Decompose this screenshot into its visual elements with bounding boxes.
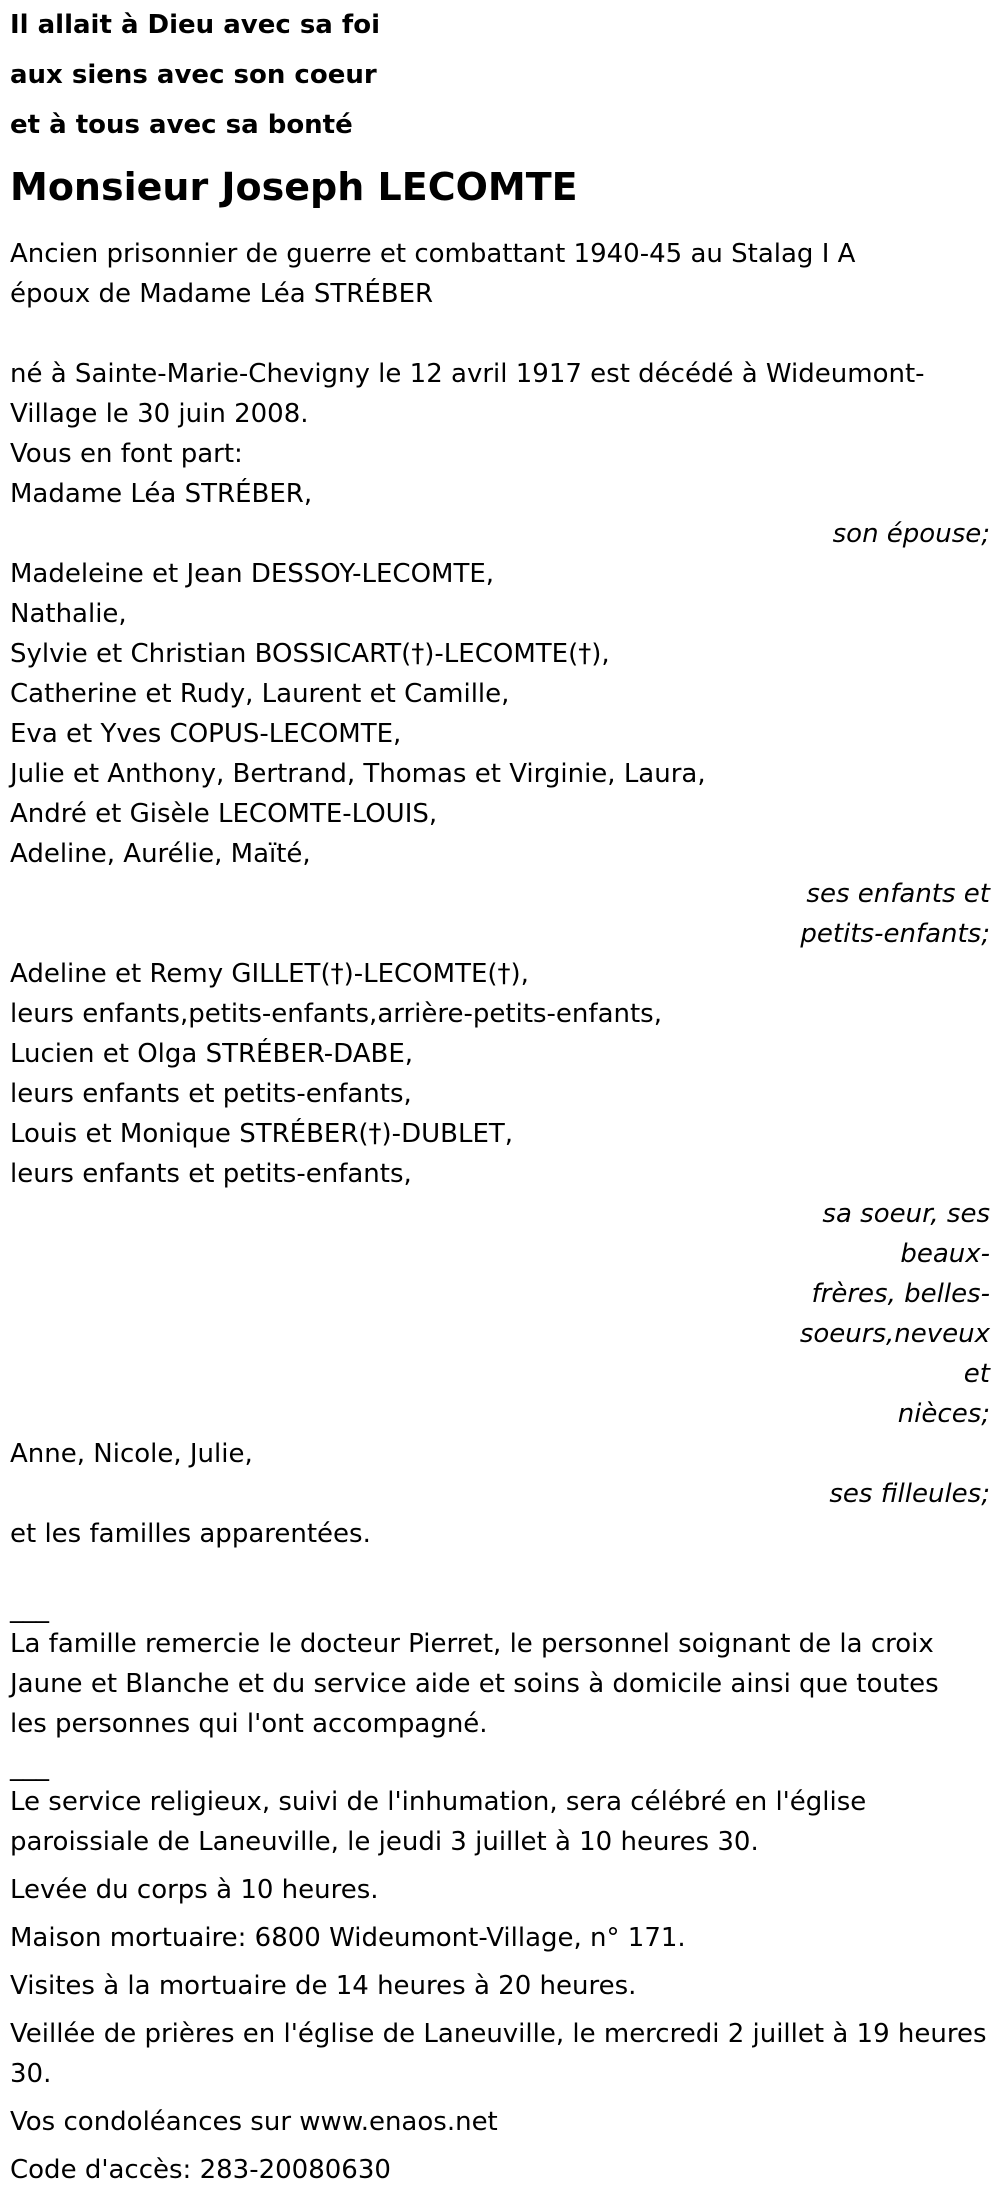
- siblings-block: [10, 954, 990, 1434]
- spouse-name: Madame Léa STRÉBER,: [10, 479, 313, 509]
- list-item: leurs enfants et petits-enfants,: [10, 1079, 412, 1109]
- list-item: Catherine et Rudy, Laurent et Camille,: [10, 679, 510, 709]
- access-code: Code d'accès: 283-20080630: [10, 2155, 391, 2185]
- list-item: Adeline et Remy GILLET(†)-LECOMTE(†),: [10, 959, 529, 989]
- role-line: nièces;: [897, 1399, 990, 1429]
- list-item: Julie et Anthony, Bertrand, Thomas et Virginie, Laura,: [10, 759, 706, 789]
- birth-line: Village le 30 juin 2008.: [10, 399, 309, 429]
- veillee: [10, 2014, 990, 2094]
- service: [10, 1782, 990, 1862]
- godchildren-block: [10, 1434, 990, 1514]
- list-item: Lucien et Olga STRÉBER-DABE,: [10, 1039, 414, 1069]
- role-line: frères, belles-: [811, 1279, 990, 1309]
- separator: ___: [10, 1752, 49, 1782]
- visites: Visites à la mortuaire de 14 heures à 20 heures.: [10, 1971, 637, 2001]
- announce: Vous en font part:: [10, 439, 243, 469]
- children-role: [770, 874, 990, 954]
- birth-death: [10, 354, 990, 434]
- thanks-line: les personnes qui l'ont accompagné.: [10, 1709, 488, 1739]
- intro-line: époux de Madame Léa STRÉBER: [10, 279, 434, 309]
- service-line: paroissiale de Laneuville, le jeudi 3 juillet à 10 heures 30.: [10, 1827, 759, 1857]
- epigraph-line: Il allait à Dieu avec sa foi: [10, 10, 380, 40]
- list-item: Louis et Monique STRÉBER(†)-DUBLET,: [10, 1119, 514, 1149]
- list-item: Eva et Yves COPUS-LECOMTE,: [10, 719, 402, 749]
- epigraph: [10, 0, 990, 150]
- families: et les familles apparentées.: [10, 1519, 371, 1549]
- spouse-block: [10, 474, 990, 554]
- godchildren-role: ses filleules;: [829, 1479, 990, 1509]
- list-item: leurs enfants et petits-enfants,: [10, 1159, 412, 1189]
- separator: ___: [10, 1594, 49, 1624]
- siblings-role: [770, 1194, 990, 1434]
- role-line: ses enfants et: [806, 879, 990, 909]
- intro-line: Ancien prisonnier de guerre et combattant 1940-45 au Stalag I A: [10, 239, 856, 269]
- intro: [10, 234, 990, 314]
- birth-line: né à Sainte-Marie-Chevigny le 12 avril 1917 est décédé à Wideumont-: [10, 359, 925, 389]
- list-item: Sylvie et Christian BOSSICART(†)-LECOMTE(†),: [10, 639, 610, 669]
- veillee-line: 30.: [10, 2059, 52, 2089]
- spouse-role: son épouse;: [832, 519, 990, 549]
- veillee-line: Veillée de prières en l'église de Laneuville, le mercredi 2 juillet à 19 heures: [10, 2019, 987, 2049]
- list-item: Adeline, Aurélie, Maïté,: [10, 839, 311, 869]
- role-line: petits-enfants;: [800, 919, 990, 949]
- maison-mortuaire: Maison mortuaire: 6800 Wideumont-Village, n° 171.: [10, 1923, 686, 1953]
- list-item: Madeleine et Jean DESSOY-LECOMTE,: [10, 559, 495, 589]
- thanks: [10, 1624, 990, 1744]
- epigraph-line: aux siens avec son coeur: [10, 60, 377, 90]
- deceased-name: Monsieur Joseph LECOMTE: [10, 165, 578, 209]
- children-block: [10, 554, 990, 954]
- list-item: leurs enfants,petits-enfants,arrière-petits-enfants,: [10, 999, 662, 1029]
- role-line: sa soeur, ses beaux-: [822, 1199, 990, 1269]
- list-item: André et Gisèle LECOMTE-LOUIS,: [10, 799, 438, 829]
- thanks-line: Jaune et Blanche et du service aide et soins à domicile ainsi que toutes: [10, 1669, 939, 1699]
- role-line: soeurs,neveux et: [799, 1319, 990, 1389]
- list-item: Nathalie,: [10, 599, 127, 629]
- service-line: Le service religieux, suivi de l'inhumation, sera célébré en l'église: [10, 1787, 867, 1817]
- thanks-line: La famille remercie le docteur Pierret, le personnel soignant de la croix: [10, 1629, 934, 1659]
- levee: Levée du corps à 10 heures.: [10, 1875, 379, 1905]
- epigraph-line: et à tous avec sa bonté: [10, 110, 353, 140]
- condoleances: Vos condoléances sur www.enaos.net: [10, 2107, 498, 2137]
- godchildren-names: Anne, Nicole, Julie,: [10, 1439, 253, 1469]
